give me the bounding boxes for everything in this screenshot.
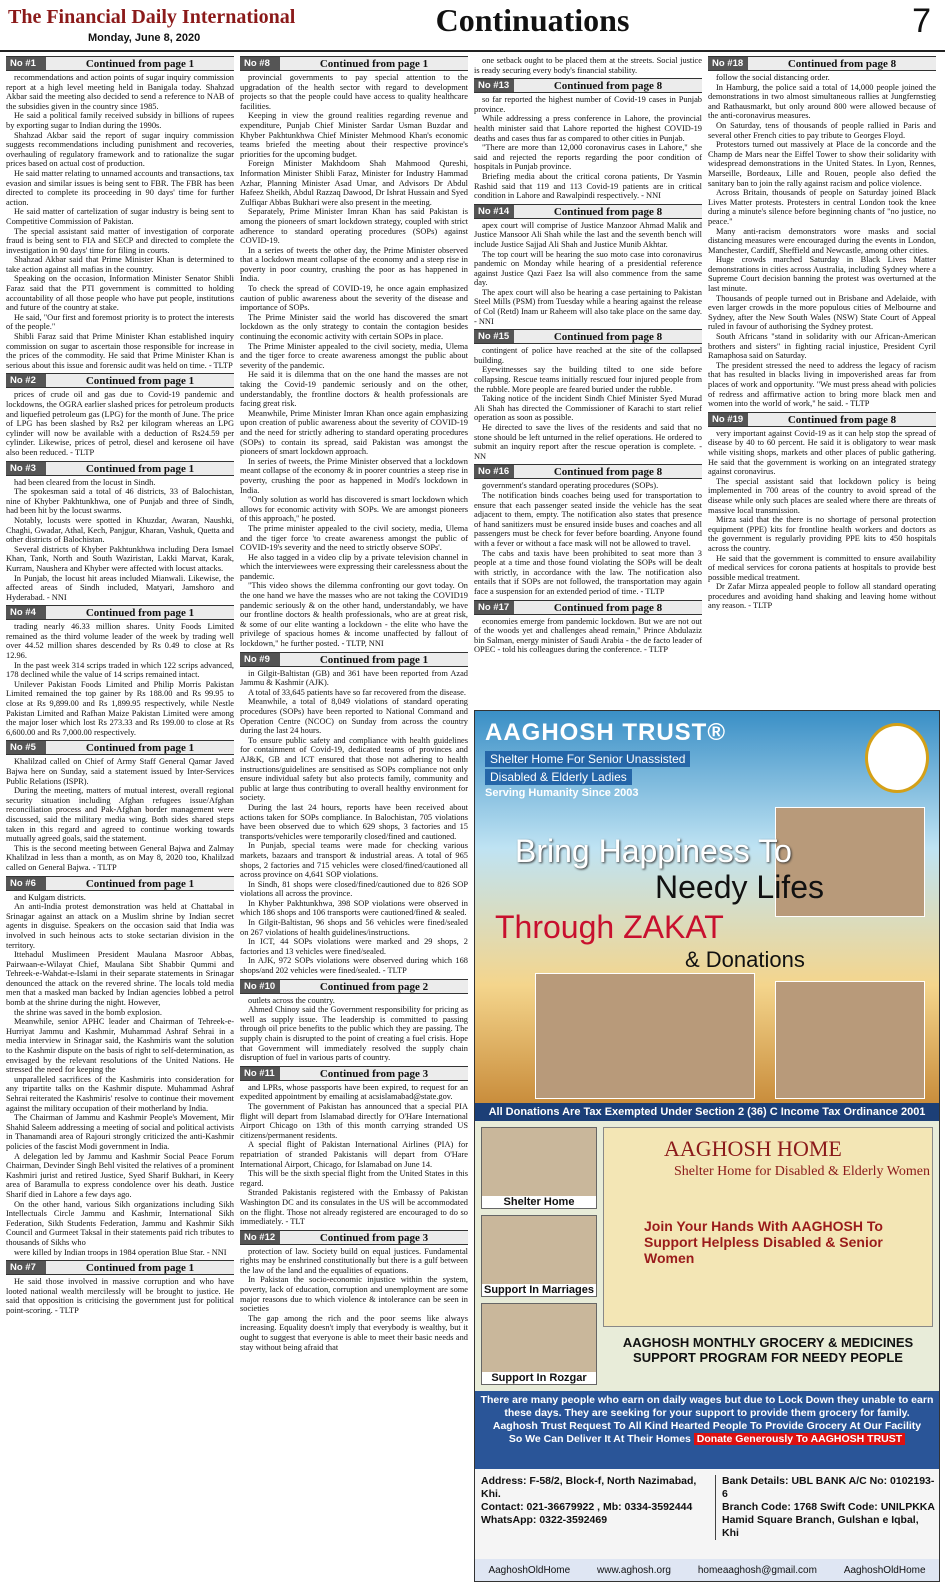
story-body [6,1277,234,1315]
story-continuation-label: Continued from page 1 [85,742,195,755]
whatsapp-number: WhatsApp: 0322-3592469 [481,1514,608,1526]
story-header [474,600,702,615]
ad-photo [535,973,755,1099]
paragraph: In Khyber Pakhtunkhwa, 398 SOP violations were observed in which 186 shops and 106 transports were cautioned/fined & sealed. [240,898,468,918]
paragraph: "Only solution as world has discovered is smart lockdown which allows for economic activity with SOPs. We are amongst pioneers of this approach," he posted. [240,495,468,524]
story-continuation-label: Continued from page 8 [787,413,897,426]
story-header [708,412,936,427]
paragraph: A delegation led by Jammu and Kashmir Social Peace Forum Chairman, Devinder Singh Behl visited the relatives of a prominent Kashmiri jurist and retired Justice, Syed Sharif Bukhari, in Keery area of Baramulla to express condolence over his death. Justice Sharif died in Lahore a few days ago. [6,1151,234,1199]
paragraph: recommendations and action points of sugar inquiry commission report at a high level meeting held in Banigala today. Shahzad Akbar said the meeting also decided to send a reference to NAB of the subsidies given in the country since 1985. [6,73,234,111]
paragraph: follow the social distancing order. [716,73,830,82]
paragraph: Huge crowds marched Saturday in Black Lives Matter demonstrations in cities across Australia, including Sydney where a Supreme Court decision banning the protest was overturned at the last minute. [708,255,936,294]
service-box [481,1215,597,1297]
story-continuation-label: Continued from page 3 [319,1231,429,1244]
story-body [240,996,468,1063]
paragraph: Dr Zafar Mirza appealed people to follow all standard operating procedures and avoiding hand shaking and leaving home without any reason. - TLTP [708,582,936,611]
paragraph: On the other hand, various Sikh organizations including Sikh Intellectuals Circle Jammu and Kashmir, International Sikh Federation, Sikh Students Federation, Jammu and Kashmir Sikh Council and Gurmeet Taksal in their statements paid rich tributes to thousands of Sikhs who [6,1199,234,1247]
youtube-link[interactable]: AaghoshOldHome [843,1564,926,1576]
story-number: No #2 [6,374,46,387]
paragraph: government's standard operating procedures (SOPs). [482,481,659,491]
contact-phone: Contact: 021-36679922 , Mb: 0334-3592444 [481,1501,693,1513]
story [474,464,702,596]
story-header [240,1230,468,1245]
address-block [481,1475,711,1527]
column-3 [474,56,702,706]
paragraph: While addressing a press conference in Lahore, the provincial health minister said that Lahore reported the highest COVID-19 deaths and cases thus far as compared to other cities in Punjab. [474,114,702,143]
paragraph: the shrine was saved in the bomb explosion. [14,1007,162,1017]
paragraph: In Hamburg, the police said a total of 14,000 people joined the demonstrations in two almost simultaneous rallies at Jungfernstieg and Rathausmarkt, but only around 800 were allowed because of the anti-coronavirus measures. [708,82,936,121]
story-header [6,461,234,476]
home-call-to-action: Join Your Hands With AAGHOSH To Support Helpless Disabled & Senior Women [644,1218,883,1266]
paragraph: Across Britain, thousands of people on Saturday joined Black Lives Matter protests. Protesters in central London took the knee during a minute's silence before beginning chants of "no justice, no peace." [708,188,936,226]
grocery-program-title: AAGHOSH MONTHLY GROCERY & MEDICINES SUPPORT PROGRAM FOR NEEDY PEOPLE [622,1335,914,1365]
paragraph: The president stressed the need to address the legacy of racism that has resulted in blacks living in impoverished areas far from places of work and opportunity. "We must press ahead with policies of redress and affirmative action to bring more black men and women into the world of work," he said. - TLTP [708,360,936,409]
story-continuation-label: Continued from page 1 [85,877,195,890]
story-number: No #15 [474,330,514,343]
story [708,56,936,409]
paragraph: He said that the government is committed to ensure availability of medical services for corona patients at hospitals to provide best possible medical treatment. [708,553,936,582]
story-continuation-label: Continued from page 8 [553,601,663,614]
donate-label: Donate Generously To AAGHOSH TRUST [694,1433,905,1445]
paragraph: were killed by Indian troops in 1984 operation Blue Star. - NNI [14,1247,227,1257]
paragraph: He said matter relating to unnamed accounts and transactions, tax evasion and similar issues is being sent to FBR. The FBR has been directed to complete its proceeding in 90 days' time for further action. [6,168,235,207]
story-header [6,1260,234,1275]
story-header [474,329,702,344]
service-box [481,1127,597,1209]
ad-brand: AAGHOSH TRUST® [485,719,727,746]
story-body [6,622,234,737]
paragraph: one setback ought to be placed them at the streets. Social justice is ready securing every body's financial stability. [474,56,702,75]
paragraph: Notably, locusts were spotted in Khuzdar, Awaran, Naushki, Chaghi, Gwadar, Athal, Kech, Panjgur, Kharan, Vashuk, Quetta and other districts of Balochistan. [6,515,234,545]
story [240,56,468,649]
story [6,373,234,457]
story-body [474,617,702,655]
story [240,979,468,1063]
facebook-link[interactable]: AaghoshOldHome [488,1564,571,1576]
story-number: No #5 [6,741,46,754]
paragraph: Shibli Faraz said that Prime Minister Khan established inquiry commission on sugar to ascertain those responsible for increase in the prices of the commodity. He said that Prime Minister Khan is serious about this issue and forensic audit was held on time. - TLTP [6,332,234,370]
paragraph: In Sindh, 81 shops were closed/fined/cautioned due to 826 SOP violations all across the province. [240,879,468,899]
paragraph: During the last 24 hours, reports have been received about actions taken for SOPs compliance. In Balochistan, 705 violations have been observed due to which 629 shops, 3 factories and 15 transports/vehicles were temporarily closed/fined and cautioned. [240,802,468,841]
ad-contact-details [475,1469,939,1559]
story-body [240,669,468,976]
paragraph: The government of Pakistan has announced that a special PIA flight will depart from Islamabad directly for O'Hare International Airport Chicago on 13th of this month carrying stranded US citizens/permanent residents. [240,1101,468,1140]
story [6,876,234,1258]
paragraph: An anti-India protest demonstration was held at Chattabal in Srinagar against an attack on a Muslim shrine by Indian secret agents in disguise. Speakers on the occasion said that India was involved in such heinous acts to stoke sectarian division in the territory. [6,902,234,950]
paragraph: He said those involved in massive corruption and who have looted national wealth mercilessly will be brought to justice. He said that opposition is criticising the government just for political point-scoring. - TLTP [6,1277,234,1315]
paragraph: Shahzad Akbar said the report of sugar inquiry commission suggests recommendations including punishment and recoveries, overhauling of regulatory framework and to rationalize the sugar prices based on actual cost of production. [6,130,234,169]
paragraph: In the past week 314 scrips traded in which 122 scrips advanced, 178 declined while the value of 14 scrips remained intact. [6,660,234,680]
newspaper-title: The Financial Daily International [8,6,296,28]
story-number: No #4 [6,606,46,619]
story-body [240,73,468,649]
paragraph: South Africans "stand in solidarity with our African-American brothers and sisters" in fighting racial injustice, President Cyril Ramaphosa said on Saturday. [708,332,936,361]
paragraph: Stranded Pakistanis registered with the Embassy of Pakistan Washington DC and its consulates in the US will be accommodated on the flight. Those not already registered are encouraged to do so immediately. - TLT [240,1188,468,1227]
paragraph: The special assistant said matter of investigation of corporate fraud is being sent to FIA and SECP and directed to complete the investigation in 90 days' time for filing in courts. [6,226,234,255]
service-box [481,1303,597,1385]
story-number: No #7 [6,1261,46,1274]
paragraph: unparalleled sacrifices of the Kashmiris into consideration for any tripartite talks on the Kashmir dispute. Muhammad Ashraf Sehrai reiterated the Kashmiris' resolve to continue their movement against the military occupation of their motherland by India. [6,1074,234,1113]
appeal-text: There are many people who earn on daily wages but due to Lock Down they unable to earn these days. They are seeking for your support to provide them grocery for family. [480,1394,934,1419]
story-body [6,390,234,457]
story-header [6,876,234,891]
story-body [6,893,234,1258]
ad-banner [475,711,939,1103]
story-number: No #10 [240,980,280,993]
paragraph: Shahzad Akbar said that Prime Minister Khan is determined to take action against all mafias in the country. [6,255,234,274]
paragraph: In Punjab, the locust hit areas included Mianwali. Likewise, the affected areas of Sindh included, Matyari, Jamshoro and Hyderabad. - NNI [6,573,234,602]
story-continuation-label: Continued from page 8 [553,466,663,479]
story [708,412,936,611]
story [6,56,234,370]
paragraph: so far reported the highest number of Covid-19 cases in Punjab province. [474,95,702,114]
story-header [6,373,234,388]
story-header [6,605,234,620]
story-continuation-label: Continued from page 1 [85,1262,195,1275]
story-continuation-label: Continued from page 1 [85,58,195,70]
story-continuation-label: Continued from page 1 [319,58,429,70]
paragraph: To ensure public safety and compliance with health guidelines for containment of Covid-19, dedicated teams of provinces and AJ&K, GB and ICT ensured that those not adhering to health instructions/guidelines are sensitised as SOPs compliance not only ensure individual safety but also protects family, community and public at large thus contributing to overall healthy environment for society. [240,735,468,803]
paragraph: The prime minister appealed to the civil society, media, Ulema and the tiger force 'to create awareness amongst the public of COVID-19's severity and the need to strictly observe SOPs'. [240,523,468,553]
address: Address: F-58/2, Block-f, North Nazimabad, Khi. [481,1475,697,1500]
appeal-text: Aaghosh Trust Request To All Kind Hearted People To Provide Grocery At Our Facility [492,1420,922,1432]
story-body [474,346,702,461]
paragraph: Meanwhile, a total of 8,049 violations of standard operating procedures (SOPs) have been reported to National Command and Operation Centre (NCOC) on Sunday from across the country during the last 24 hours. [240,697,468,736]
story-number: No #16 [474,465,514,478]
story-number: No #13 [474,79,514,92]
story-number: No #9 [240,653,280,666]
paragraph: and Kulgam districts. [14,892,86,902]
story-continuation-label: Continued from page 8 [787,58,897,70]
issue-date: Monday, June 8, 2020 [88,32,201,44]
paragraph: The special assistant said that lockdown policy is being implemented in 700 areas of the country to avoid spread of the disease while only such places are sealed where there are threats of massive local transmission. [708,476,936,515]
story-continuation-label: Continued from page 8 [553,80,663,93]
story-header [6,56,234,71]
story-header [708,56,936,71]
paragraph: Separately, Prime Minister Imran Khan has said Pakistan is among the pioneers of smart lockdown strategy, coupled with strict adherence to standard operating procedures (SOPs) against COVID-19. [240,207,468,246]
story-continuation-label: Continued from page 8 [553,331,663,344]
paragraph: Many anti-racism demonstrators wore masks and social distancing measures were encouraged during the events in London, Manchester, Cardiff, Sheffield and Newcastle, among other cities. [708,226,936,255]
story-header [240,979,468,994]
appeal-text: So We Can Deliver It At Their Homes [508,1433,691,1445]
paragraph: During the meeting, matters of mutual interest, overall regional security situation including Afghan refugees issue/Afghan reconciliation process and Pak-Afghan border management were discussed, said the military media wing. Both sides shared steps taken in this regard and agreed to continue working towards mutually agreed goals, said the statement. [6,786,234,844]
column-1 [6,56,234,1581]
story-body [474,95,702,201]
ad-tagline: Serving Humanity Since 2003 [485,787,639,799]
story-number: No #18 [708,57,748,70]
story-number: No #8 [240,57,280,70]
page-number: 7 [912,2,931,40]
tax-exemption-band: All Donations Are Tax Exempted Under Section 2 (36) C Income Tax Ordinance 2001 [475,1103,939,1121]
story-body [240,1247,468,1353]
paragraph: This will be the sixth special flight from the United States in this regard. [240,1169,468,1188]
paragraph: in Gilgit-Baltistan (GB) and 361 have been reported from Azad Jammu & Kashmir (AJK). [240,668,468,688]
paragraph: Meanwhile, Prime Minister Imran Khan once again emphasizing upon creation of public awareness about the severity of COVID-19 and the need for strictly adhering to standard operating procedures (SOPs) to contain its spread, said Pakistan was amongst the pioneers of smart lockdown approach. [240,408,468,457]
story [474,56,702,75]
paragraph: The top court will be hearing the suo moto case into coronavirus pandemic on Monday while hearing of a presidential reference against Justice Qazi Faez Isa will also commence from the same day. [474,249,702,288]
story-header [240,56,468,71]
paragraph: protection of law. Society build on equal justices. Fundamental rights may be enshrined constitutionally but there is a gulf between the law of the land and the equalities of equations. [240,1246,468,1275]
story-header [240,1066,468,1081]
story [6,740,234,872]
story [474,600,702,655]
paragraph: economies emerge from pandemic lockdown. But we are not out of the woods yet and challenges ahead remain," Prince Abdulaziz bin Salman, energy minister of Saudi Arabia - the de facto leader of OPEC - told his colleagues during the conference. - TLTP [474,616,702,655]
story-number: No #14 [474,205,514,218]
paragraph: and LPRs, whose passports have been expired, to request for an expedited appointment by emailing at acsislamabad@state.gov. [240,1082,468,1102]
paragraph: Mirza said that the there is no shortage of personal protection equipment (PPE) kits for frontline health workers and doctors as the government is regularly providing PPE kits to 450 hospitals across the country. [708,515,936,553]
story-continuation-label: Continued from page 1 [319,653,429,666]
paragraph: contingent of police have reached at the site of the collapsed building. [474,346,702,365]
aaghosh-advertisement [474,710,940,1582]
paragraph: The Prime Minister appealed to the civil society, media, Ulema and the tiger force to create awareness amongst the public about severity of the pandemic. [240,341,468,370]
story [240,1230,468,1353]
story-continuation-label: Continued from page 8 [553,205,663,218]
story [6,605,234,737]
paragraph: Khalilzad called on Chief of Army Staff General Qamar Javed Bajwa here on Sunday, said a statement issued by Inter-Services Public Relations (ISPR). [6,757,234,786]
bank-account: Bank Details: UBL BANK A/C No: 0102193-6 [722,1475,935,1500]
paragraph: He also tagged in a video clip by a private television channel in which the interviewees were expressing their carelessness about the pandemic. [240,552,468,581]
paragraph: apex court will comprise of Justice Manzoor Ahmad Malik and Justice Mansoor Ali Shah while the last and the seventh bench will include Justice Sajjad Ali Shah and Justice Munib Akhtar. [474,220,702,249]
story-body [708,73,936,409]
paragraph: He said matter of cartelization of sugar industry is being sent to Competitive Commission of Pakistan. [6,207,234,226]
ad-headline: Bring Happiness To [515,833,792,869]
ad-headline: & Donations [685,947,805,972]
paragraph: Eyewitnesses say the building tilted to one side before collapsing. Rescue teams initially rescued four injured people from the rubble. More people are feared buried under the rubble. [474,365,702,394]
paragraph: To check the spread of COVID-19, he once again emphasized caution of public awareness about the severity of the disease and importance of SOPs. [240,284,468,313]
paragraph: Speaking on the occasion, Information Minister Senator Shibli Faraz said that the PTI government is committed to holding accountability of all those people who have put people, institutions and future of the country at stake. [6,274,234,313]
story-continuation-label: Continued from page 1 [85,375,195,388]
paragraph: In series of tweets, the Prime Minister observed that a lockdown meant collapse of the economy & in poorer countries a steep rise in poverty, crushing the poor as happened in Modi's lockdown in India. [240,456,468,495]
ad-appeal [475,1391,939,1469]
story-body [708,429,936,611]
story-header [474,204,702,219]
story-header [240,652,468,667]
paragraph: A total of 33,645 patients have so far recovered from the disease. [248,687,466,697]
email-link[interactable]: homeaaghosh@gmail.com [697,1564,817,1576]
paragraph: Protestors turned out massively at Place de la concorde and the Champ de Mars near the Eiffel Tower to show their solidarity with widespread demonstrations in the United States. In Lyon, Rennes, Marseille, Bordeaux, Lille and Rouen, people also defied the sanitary ban to join the rally against racism and police violence. [708,140,936,188]
service-label: Support In Rozgar [482,1372,596,1384]
story-header [6,740,234,755]
paragraph: Keeping in view the ground realities regarding revenue and expenditure, Punjab Chief Minister Sardar Usman Buzdar and Khyber Pakhtunkhwa Chief Minister Mehmood Khan's economic teams briefed the meeting about their respective province's priorities for the upcoming budget. [240,111,468,159]
story-body [474,221,702,327]
story-header [474,78,702,93]
paragraph: Several districts of Khyber Pakhtunkhwa including Dera Ismael Khan, Tank, North and South Waziristan, Lakki Marvat, Karak, Kurram, Naushera and Khyber were affected with locust attacks. [6,544,234,573]
column-2 [240,56,468,1352]
story-body [6,478,234,603]
ad-tagline: Disabled & Elderly Ladies [485,769,632,785]
home-sign-title: AAGHOSH HOME [664,1136,842,1161]
paragraph: Unilever Pakistan Foods Limited and Philip Morris Pakistan Limited remained the top gainer by Rs 188.00 and Rs 99.95 to close at Rs 9,899.00 and Rs 1,899.95 respectively, while Nestle Pakistan Limited and Rafhan Maize Pakistan Limited were among the major loser which lost Rs 273.33 and Rs 199.00 to close at Rs 6,600.00 and Rs 7,000.00 respectively. [6,679,234,737]
paragraph: He said it is dilemma that on the one hand the masses are not taking the Covid-19 pandemic seriously and on the other, understandably, the frontline doctors & health professionals are facing great risk. [240,370,468,409]
paragraph: provincial governments to pay special attention to the upgradation of the health sector with regard to development projects so that the people could have access to quality healthcare facilities. [240,73,468,111]
masthead [0,0,945,52]
story-number: No #3 [6,462,46,475]
ad-social-links [475,1559,939,1581]
story-continuation-label: Continued from page 2 [319,980,429,993]
paragraph: Ittehadul Muslimeen President Maulana Masroor Abbas, Pairwaan-e-Wilayat Chief, Maulana Sibt Shabbir Qummi and Tehreek-e-Wahdat-e-Islami in their separate statements in Srinagar denounced the attack on the revered shrine. The locals told media men that a masked man backed by Indian agencies lobbed a petrol bomb at the shrine during the night. However, [6,950,234,1008]
paragraph: Thousands of people turned out in Brisbane and Adelaide, with even larger crowds in the more populous cities of Melbourne and Sydney, after the New South Wales (NSW) State Court of Appeal ruled in favour of authorising the Sydney protest. [708,293,936,332]
story-header [474,464,702,479]
story-body [6,73,234,370]
paragraph: outlets across the country. [248,995,335,1005]
paragraph: The Chairman of Jammu and Kashmir People's Movement, Mir Shahid Saleem addressing a meeting of social and political activists in Thanamandi area of Rajouri strongly criticized the anti-Kashmir policies of the fascist Modi government in India. [6,1113,234,1151]
service-label: Shelter Home [482,1196,596,1208]
paragraph: Foreign Minister Makhdoom Shah Mahmood Qureshi, Information Minister Shibli Faraz, Minister for Industry Hammad Azhar, Planning Minister Asad Umar, and Advisors Dr Abdul Hafeez Sheikh, Abdul Razzaq Dawood, Dr Ishrat Hussain and Syed Zulfiqar Abbas Bukhari were also present in the meeting. [240,159,468,207]
paragraph: "This video shows the dilemma confronting our govt today. On the one hand we have the masses who are not taking the COVID19 pandemic seriously & on the other hand, understandably, we have our frontline doctors & health professionals, who are at great risk, & some of our elite wanting a lockdown - the elite who have the privilege of spacious homes & income unaffected by fallout of lockdown," he further posted. - TLTP, NNI [240,581,468,649]
story-number: No #17 [474,601,514,614]
paragraph: "There are more than 12,000 coronavirus cases in Lahore," she said and rejected the reports regarding the poor condition of hospitals in Punjab province. [474,143,702,172]
story [474,204,702,327]
story [240,1066,468,1227]
story-number: No #12 [240,1231,280,1244]
ad-services [475,1121,939,1391]
story-body [474,56,702,75]
story [6,461,234,603]
paragraph: had been cleared from the locust in Sindh. [14,477,156,487]
branch-code: Branch Code: 1768 Swift Code: UNILPKKA [722,1501,935,1513]
home-sign-subtitle: Shelter Home for Disabled & Elderly Women [674,1164,930,1179]
paragraph: The spokesman said a total of 46 districts, 33 of Balochistan, nine of Khyber Pakhtunkhwa, one of Punjab and three of Sindh, had been hit by the locust swarms. [6,487,234,516]
story [474,329,702,461]
paragraph: In a series of tweets the other day, the Prime Minister observed that a lockdown meant collapse of the economy and a steep rise in poverty in poor country, crushing the poor as has happened in India. [240,245,468,284]
column-4 [708,56,936,706]
story-number: No #11 [240,1067,280,1080]
paragraph: In AJK, 972 SOPs violations were observed during which 168 shops/and 202 vehicles were fined/sealed. - TLTP [240,956,468,976]
service-label: Support In Marriages [483,1284,595,1296]
paragraph: In Punjab, special teams were made for checking various markets, bazaars and transport & industrial areas. A total of 965 shops, 2 factories and 715 vehicles were closed/fined/cautioned all across province on 4,641 SOP violations. [240,841,468,880]
paragraph: Ahmed Chinoy said the Government responsibility for pricing as well as supply issue. The leadership is committed to passing through oil price benefits to the public which they are passing. The supply chain is disrupted to the point of creating a fuel crisis. Hope that Government will immediately resolved the supply chain disruption of fuel in various parts of country. [240,1005,468,1063]
story-number: No #1 [6,57,46,70]
paragraph: He said a political family received subsidy in billions of rupees by exporting sugar to Indian during the 1990s. [6,111,234,130]
ad-headline: Through ZAKAT [495,909,724,945]
paragraph: trading nearly 46.33 million shares. Unity Foods Limited remained as the third volume leader of the week by trading well over 44.52 million shares descended by Rs 0.49 to close at Rs 12.96. [6,622,234,661]
website-link[interactable]: www.aghosh.org [597,1564,671,1576]
story [6,1260,234,1315]
story-body [474,481,702,596]
story-continuation-label: Continued from page 1 [85,462,195,475]
story-number: No #6 [6,877,46,890]
paragraph: The Prime Minister said the world has discovered the smart lockdown as the only strategy to contain the contagion besides continuing the economic activity with certain SOPs in place. [240,312,468,342]
paragraph: Briefing media about the critical corona patients, Dr Yasmin Rashid said that 119 and 113 Covid-19 patients are in critical condition in Lahore and Rawalpindi respectively. - NNI [474,171,702,201]
story-body [240,1083,468,1227]
paragraph: The apex court will also be hearing a case pertaining to Pakistan Steel Mills (PSM) from Tuesday while a hearing against the release of Col (Retd) Inam ur Raheem will also take place on the same day. - NNI [474,287,702,326]
ad-photo [775,981,925,1099]
story-body [6,757,234,872]
paragraph: A special flight of Pakistan International Airlines (PIA) for repatriation of stranded Pakistanis will depart from O'Hare International Airport, Chicago, for Islamabad on June 14. [240,1140,468,1169]
paragraph: The cabs and taxis have been prohibited to seat more than 3 people at a time and those found violating the SOPs will be dealt with strictly, in accordance with the law. The notification also entails that if SOPs are not followed, the transportation may again face a suspension for an extended period of time. - TLTP [474,548,702,596]
bank-block [715,1475,935,1540]
section-title: Continuations [435,2,630,38]
paragraph: very important against Covid-19 as it can help stop the spread of disease by 40 to 60 percent. He said it is obligatory to wear mask while visiting shops, markets and other places of public gathering. He said that the government is working on an integrated strategy against coronavirus. [708,428,936,477]
paragraph: The gap among the rich and the poor seems like always increasing. Equality doesn't imply that everybody is wealthy, but it ought to suggest that everyone is able to meet their basic needs and stay without being afraid that [240,1313,468,1352]
aaghosh-home-photo [603,1127,933,1327]
paragraph: In Pakistan the socio-economic injustice within the system, poverty, lack of education, corruption and unemployment are some major reasons due to which violence & intolerance can be seen in societies [240,1275,468,1314]
paragraph: On Saturday, tens of thousands of people rallied in Paris and several other French cities to pay tribute to Georges Floyd. [708,120,936,140]
ad-tagline: Shelter Home For Senior Unassisted [485,751,690,767]
ad-headline: Needy Lifes [655,869,824,905]
story-number: No #19 [708,413,748,426]
paragraph: In ICT, 44 SOPs violations were marked and 29 shops, 2 factories and 13 vehicles were fined/sealed. [240,937,468,956]
story [474,78,702,201]
story-continuation-label: Continued from page 3 [319,1067,429,1080]
paragraph: This is the second meeting between General Bajwa and Zalmay Khalilzad in less than a month, as on May 8, 2020 too, Khalilzad called on General Bajwa. - TLTP [6,843,234,872]
story [240,652,468,976]
story-continuation-label: Continued from page 1 [85,607,195,620]
paragraph: He said, "Our first and foremost priority is to protect the interests of the people." [6,312,234,332]
paragraph: Meanwhile, senior APHC leader and Chairman of Tehreek-e-Hurriyat Jammu and Kashmir, Muhammad Ashraf Sehrai in a media interview in Srinagar said, the Kashmiris want the solution to the Kashmir dispute on the basis of right to self-determination, as envisaged by the relevant resolutions of the United Nations. He stressed the need for keeping the [6,1017,234,1075]
branch-address: Hamid Square Branch, Gulshan e Iqbal, Khi [722,1514,919,1539]
paragraph: prices of crude oil and gas due to Covid-19 pandemic and lockdowns, the OGRA earlier slashed prices for petroleum products and liquefied petroleum gas (LPG) for the month of June. The price of LPG has been slashed by Rs2 per kilogram whereas an LPG cylinder will now be available with a deduction of Rs24.59 per cylinder. Likewise, prices of petrol, diesel and kerosene oil have also been reduced. - TLTP [6,390,234,457]
paragraph: He directed to save the lives of the residents and said that no stone should be left unturned in the relief operations. He ordered to submit an inquiry report after the rescue operation is complete. - NN [474,423,702,461]
paragraph: Taking notice of the incident Sindh Chief Minister Syed Murad Ali Shah has directed the Commissioner of Karachi to start relief operation as soon as possible. [474,394,702,423]
paragraph: In Gilgit-Baltistan, 96 shops and 56 vehicles were fined/sealed on 267 violations of health guidelines/instructions. [240,918,468,937]
aaghosh-logo [865,723,929,793]
paragraph: The notification binds coaches being used for transportation to ensure that each passenger seated inside the vehicle has the seat adjacent to them, empty. The notification also states that presence of hand sanitizers must be ensured inside buses and coaches and all passengers must be check for fever before boarding. Anyone found with a fever or without a face mask will not be allowed to travel. [474,490,702,548]
